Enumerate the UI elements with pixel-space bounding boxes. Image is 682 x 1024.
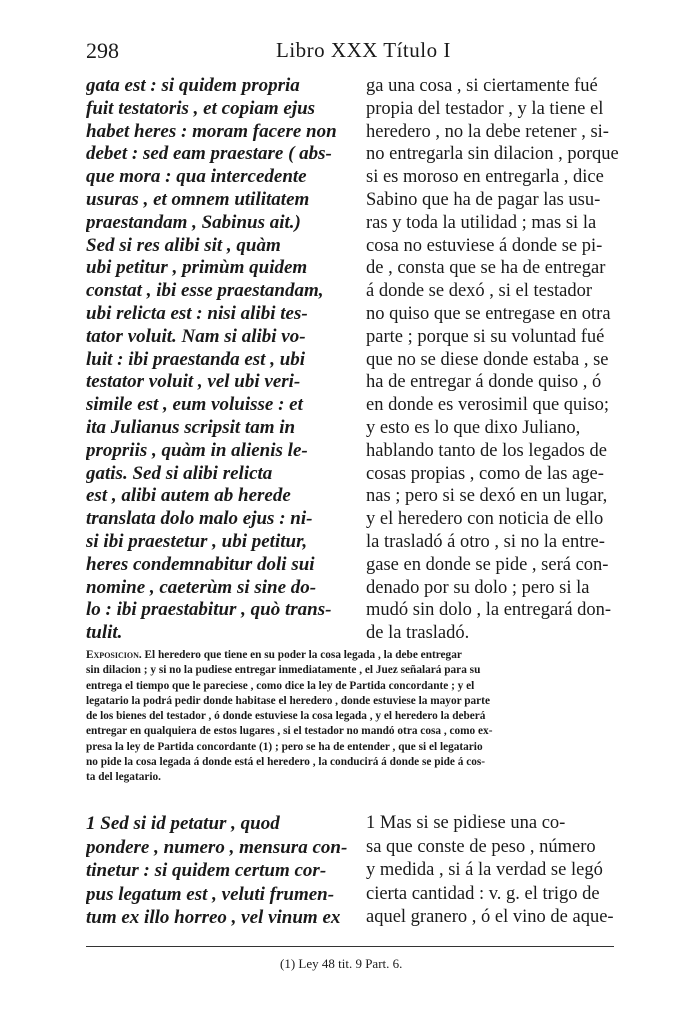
latin-line: habet heres : moram facere non xyxy=(86,120,337,142)
spanish-line: cierta cantidad : v. g. el trigo de xyxy=(366,883,600,904)
latin-line: lo : ibi praestabitur , quò trans- xyxy=(86,599,332,621)
spanish-line: ras y toda la utilidad ; mas si la xyxy=(366,212,597,233)
spanish-line: nas ; pero si se dexó en un lugar, xyxy=(366,486,608,507)
footnote: (1) Ley 48 tit. 9 Part. 6. xyxy=(280,956,403,971)
latin-line: gata est : si quidem propria xyxy=(86,75,300,96)
latin-line: pus legatum est , veluti frumen- xyxy=(86,883,335,905)
latin-line: tulit. xyxy=(86,622,123,644)
exposicion-first-line xyxy=(86,648,626,663)
spanish-line: y esto es lo que dixo Juliano, xyxy=(366,417,581,438)
spanish-line: heredero , no la debe retener , si- xyxy=(366,121,609,142)
latin-line: tinetur : si quidem certum cor- xyxy=(86,860,327,881)
spanish-line: ha de entregar á donde quiso , ó xyxy=(366,372,602,393)
exposicion-line: ta del legatario. xyxy=(86,771,161,784)
latin-line: si ibi praestetur , ubi petitur, xyxy=(86,530,308,552)
spanish-line: de la trasladó. xyxy=(366,623,470,644)
spanish-line: Sabino que ha de pagar las usu- xyxy=(366,189,601,210)
page-header xyxy=(86,38,626,72)
spanish-line: denado por su dolo ; pero si la xyxy=(366,577,590,598)
latin-line: ubi relicta est : nisi alibi tes- xyxy=(86,302,308,324)
spanish-line: si es moroso en entregarla , dice xyxy=(366,167,604,188)
spanish-line: aquel granero , ó el vino de aque- xyxy=(366,907,614,927)
spanish-line: y medida , si á la verdad se legó xyxy=(366,860,603,880)
spanish-line: no quiso que se entregase en otra xyxy=(366,303,611,324)
latin-line: debet : sed eam praestare ( abs- xyxy=(86,143,332,165)
running-title: Libro XXX Título I xyxy=(276,38,451,62)
exposicion-lines xyxy=(86,663,626,785)
latin-line: simile est , eum voluisse : et xyxy=(86,394,303,416)
spanish-line: en donde es verosimil que quiso; xyxy=(366,395,610,416)
spanish-line: propia del testador , y la tiene el xyxy=(366,98,604,119)
spanish-line: ga una cosa , si ciertamente fué xyxy=(366,76,598,96)
spanish-line: cosas propias , como de las age- xyxy=(366,463,604,484)
spanish-line: gase en donde se pide , será con- xyxy=(366,554,609,575)
spanish-line: de , consta que se ha de entregar xyxy=(366,258,606,279)
latin-line: praestandam , Sabinus ait.) xyxy=(86,211,301,233)
latin-line: pondere , numero , mensura con- xyxy=(86,836,348,858)
latin-line: usuras , et omnem utilitatem xyxy=(86,188,310,210)
latin-line: Sed si res alibi sit , quàm xyxy=(86,234,281,256)
spanish-text-column-2 xyxy=(366,812,628,930)
spanish-line: que no se diese donde estaba , se xyxy=(366,349,609,370)
exposicion-line: legatario la podrá pedir donde habitase el heredero , donde estuviese la mayor parte xyxy=(86,694,490,707)
latin-line: luit : ibi praestanda est , ubi xyxy=(86,348,306,370)
spanish-line: 1 Mas si se pidiese una co- xyxy=(366,813,566,833)
spanish-line: no entregarla sin dilacion , porque xyxy=(366,144,619,165)
exposicion-line: entrega el tiempo que le pareciese , como dice la ley de Partida concordante ; y el xyxy=(86,679,475,692)
exposicion-line: de los bienes del testador , ó donde estuviese la cosa legada , y el heredero la deberá xyxy=(86,710,486,723)
exposicion-line: presa la ley de Partida concordante (1) ; pero se ha de entender , que si el legatario xyxy=(86,740,483,753)
spanish-text-column xyxy=(366,75,628,645)
latin-line: heres condemnabitur doli sui xyxy=(86,553,315,575)
spanish-line: y el heredero con noticia de ello xyxy=(366,509,604,530)
exposicion-line: entregar en qualquiera de estos lugares , si el testador no mandó otra cosa , como ex- xyxy=(86,725,493,738)
spanish-line: mudó sin dolo , la entregará don- xyxy=(366,600,612,621)
latin-line: nomine , caeterùm si sine do- xyxy=(86,576,317,598)
latin-line: ita Julianus scripsit tam in xyxy=(86,416,296,438)
latin-line: tator voluit. Nam si alibi vo- xyxy=(86,325,306,347)
latin-line: 1 Sed si id petatur , quod xyxy=(86,813,280,834)
latin-line: gatis. Sed si alibi relicta xyxy=(86,462,273,484)
latin-line: tum ex illo horreo , vel vinum ex xyxy=(86,907,341,928)
spanish-line: hablando tanto de los legados de xyxy=(366,440,607,461)
exposicion-first-text: El heredero que tiene en su poder la cosa legada , la debe entregar xyxy=(141,649,462,661)
latin-text-column-2 xyxy=(86,812,354,930)
spanish-line: sa que conste de peso , número xyxy=(366,836,596,857)
latin-line: translata dolo malo ejus : ni- xyxy=(86,508,313,530)
latin-line: constat , ibi esse praestandam, xyxy=(86,280,324,302)
exposicion-label: Exposicion. xyxy=(86,649,142,661)
spanish-line: á donde se dexó , si el testador xyxy=(366,281,593,302)
exposicion-line: no pide la cosa legada á donde está el heredero , la conducirá á donde se pide á cos- xyxy=(86,756,486,769)
latin-line: que mora : qua intercedente xyxy=(86,166,307,188)
latin-line: fuit testatoris , et copiam ejus xyxy=(86,97,316,119)
latin-line: ubi petitur , primùm quidem xyxy=(86,257,308,279)
latin-line: propriis , quàm in alienis le- xyxy=(86,439,308,461)
latin-text-column xyxy=(86,75,354,645)
spanish-line: parte ; porque si su voluntad fué xyxy=(366,326,605,347)
spanish-line: la trasladó á otro , si no la entre- xyxy=(366,531,605,552)
exposicion-line: sin dilacion ; y si no la pudiese entregar inmediatamente , el Juez señalará para su xyxy=(86,664,481,677)
latin-line: testator voluit , vel ubi veri- xyxy=(86,371,301,393)
footnote-rule xyxy=(86,946,614,947)
exposicion-block xyxy=(86,648,626,786)
spanish-line: cosa no estuviese á donde se pi- xyxy=(366,235,603,256)
page-number: 298 xyxy=(86,38,119,63)
latin-line: est , alibi autem ab herede xyxy=(86,485,291,507)
